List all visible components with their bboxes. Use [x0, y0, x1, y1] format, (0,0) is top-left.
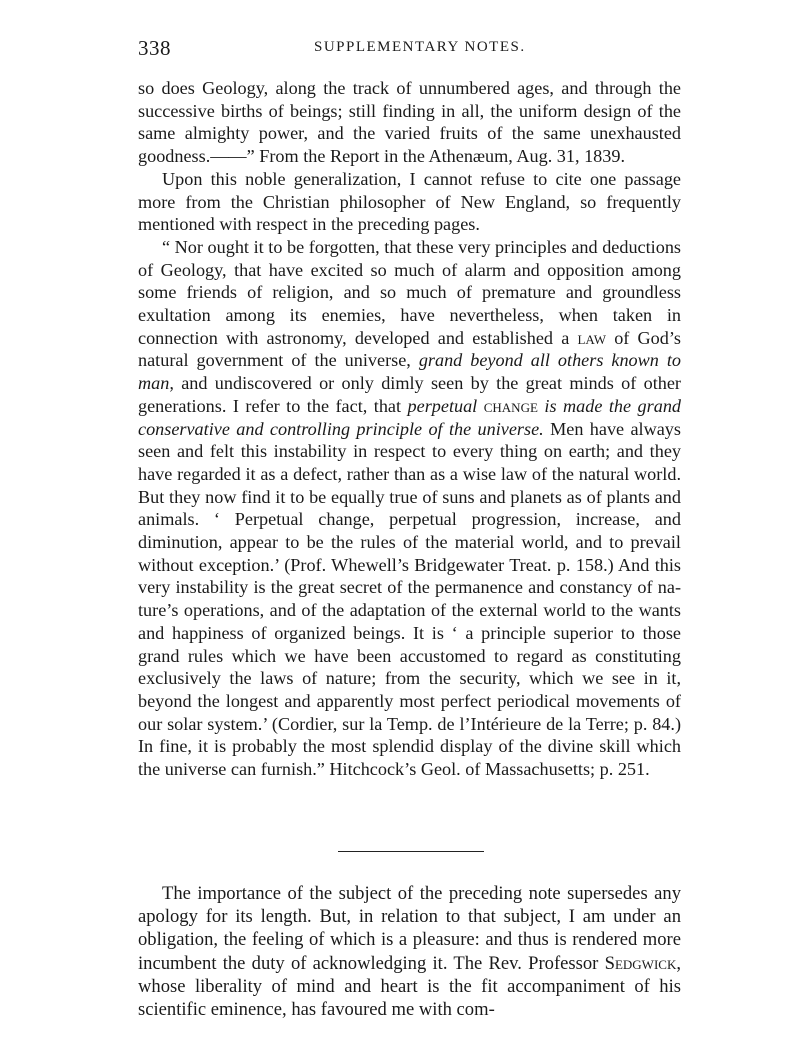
page-header: [138, 36, 678, 60]
acknowledgement-text: [138, 882, 681, 1021]
italic-principle: is made the grand conservative and controlling principle of the universe.: [138, 395, 682, 439]
running-title: SUPPLEMENTARY NOTES.: [314, 39, 526, 55]
italic-phrase: grand beyond all others known to man,: [138, 350, 681, 394]
paragraph-intro-quote: Upon this noble generalization, I cannot refuse to cite one passage more from the Christian philosopher of New England, so frequently mentioned with respect in the preceding pages.: [138, 168, 681, 235]
paragraph-hitchcock-quote: [138, 236, 681, 781]
quote-part: and undiscovered or only dimly seen by the great minds of other generations. I refer to the fact, that: [138, 373, 681, 416]
quote-part: Men have always seen and felt this instability in respect to every thing on earth; and they have regarded it as a defect, rather than as a wise law of the natural world. But they now find it to be equally true of suns and planets as of plants and animals. ‘ Perpetual change, perpetual progression, increase, and diminution, appear to be the rules of the material world, and to prevail without exception.’ (Prof. Whewell’s Bridgewater Treat. p. 158.) And this very instability is the great secret of the permanence and constancy of nature’s operations, and of the adaptation of the external world to the wants and happiness of organized beings. It is ‘ a principle superior to those grand rules which we have been accustomed to regard as constituting exclusively the laws of nature; from the security, which we see in it, beyond the longest and apparently most perfect periodical movements of our solar system.’ (Cordier, sur la Temp. de l’Intérieure de la Terre; p. 84.) In fine, it is probably the most splendid display of the divine skill which the universe can furnish.” Hitchcock’s Geol. of Massachusetts; p. 251.: [138, 418, 681, 780]
quote-part: “ Nor ought it to be forgotten, that these very principles and deductions of Geology, that have excited so much of alarm and opposition among some friends of religion, and so much of premature and groundless exultation among its enemies, have nevertheless, when taken in connection with astronomy, developed and established a: [138, 236, 681, 348]
notes-text: [138, 77, 681, 781]
paragraph-acknowledgement: [138, 882, 681, 1021]
section-divider: [338, 851, 484, 852]
ack-part: The importance of the subject of the preceding note supersedes any apology for its length. But, in relation to that subject, I am under an obligation, the feeling of which is a pleasure: and thus is rendered more incumbent the duty of acknowledging it. The Rev. Professor: [138, 883, 681, 974]
ack-part: , whose liberality of mind and heart is the fit accompaniment of his scientific eminence, has favoured me with com-: [138, 952, 681, 1021]
paragraph-continuation: so does Geology, along the track of unnumbered ages, and through the successive births of beings; still finding in all, the uniform design of the same almighty power, and the varied fruits of the same unexhausted goodness.——” From the Report in the Athenæum, Aug. 31, 1839.: [138, 78, 681, 167]
quote-part: of God’s natural government of the universe,: [138, 327, 681, 371]
italic-perpetual: perpetual: [407, 395, 478, 416]
page-number: 338: [138, 36, 171, 60]
small-caps-sedgwick: Sedgwick: [604, 952, 677, 974]
small-caps-change: change: [483, 395, 538, 416]
small-caps-law: law: [577, 327, 607, 348]
